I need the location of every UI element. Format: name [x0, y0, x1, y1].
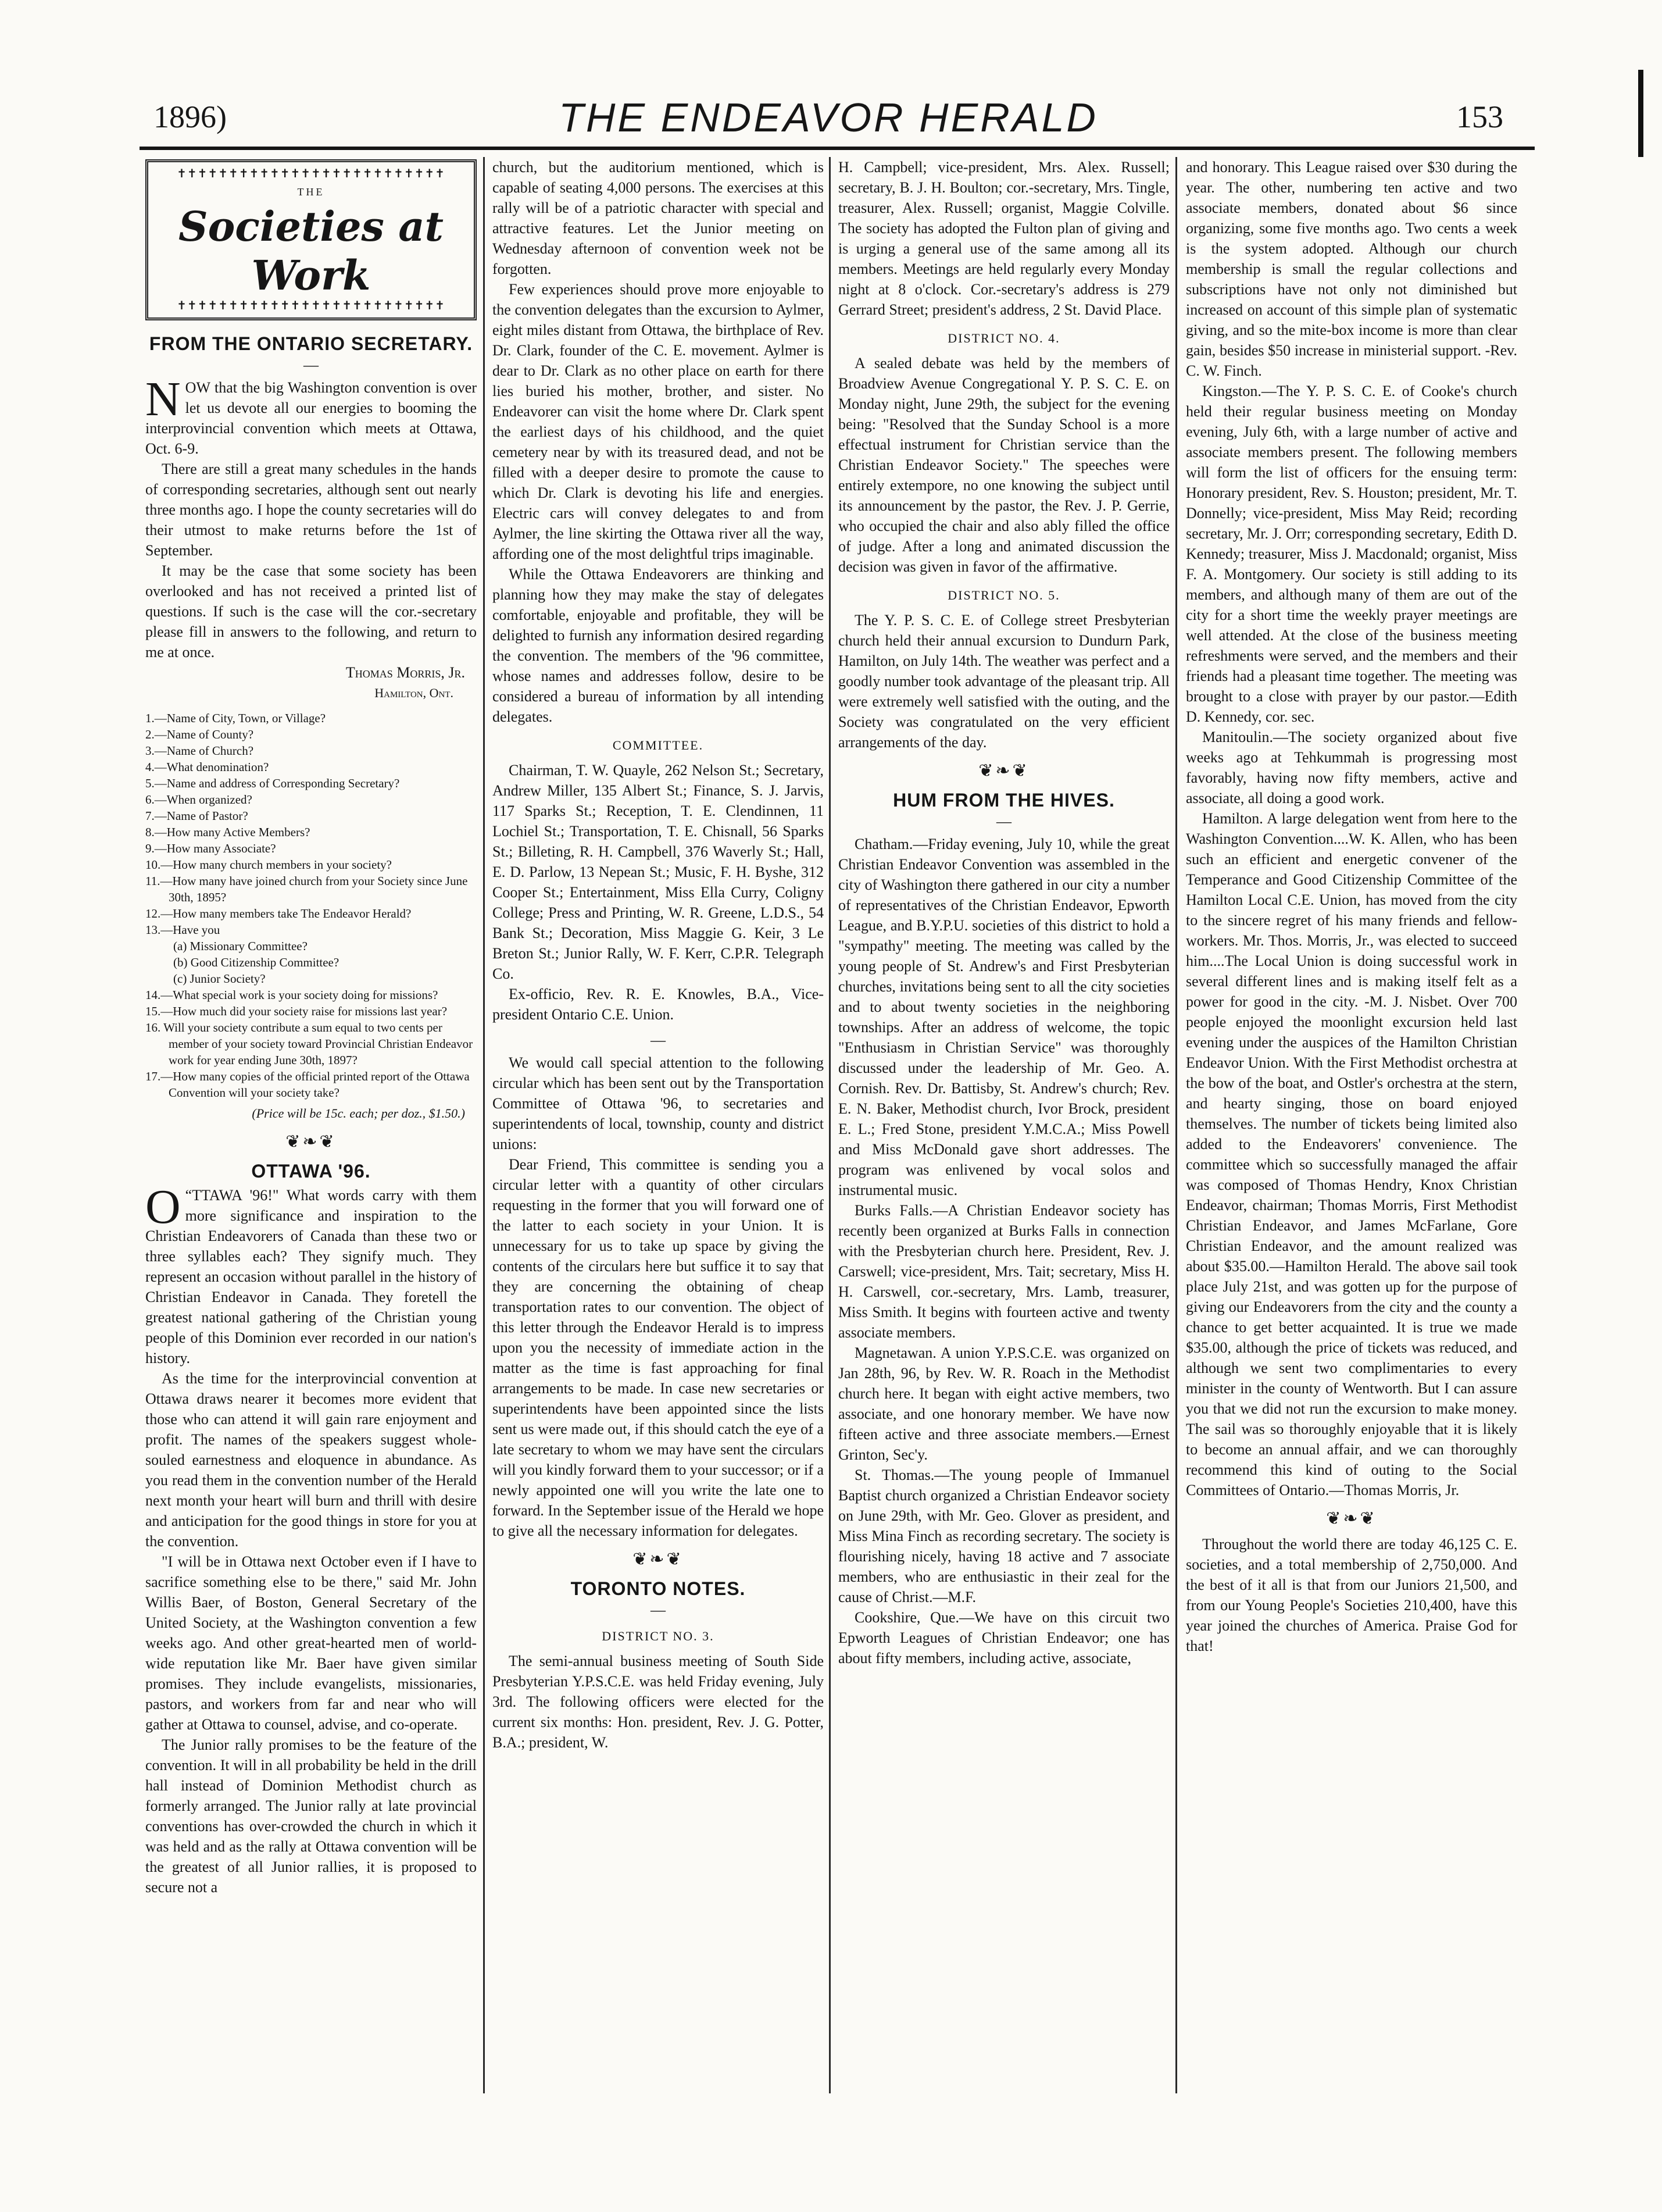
heading-ontario-secretary: FROM THE ONTARIO SECRETARY.	[149, 333, 473, 354]
paragraph-text: OW that the big Washington convention is over let us devote all our energies to booming the interprovincial convention which meets at Ottawa, Oct. 6-9.	[145, 379, 477, 457]
signature-name: Thomas Morris, Jr.	[345, 664, 465, 681]
district-heading: DISTRICT NO. 3.	[602, 1629, 714, 1643]
paragraph: The Junior rally promises to be the feature of the convention. It will in all probability be held in the drill hall instead of Dominion Methodist church as formerly arranged. The Junior rally at late provincial conventions has over-crowded the church in which it was held and as the rally at Ottawa convention will be the greatest of all Junior rallies, it is proposed to secure not a	[145, 1736, 477, 1896]
question-item: 3.—Name of Church?	[145, 744, 254, 758]
paragraph: A sealed debate was held by the members of Broadview Avenue Congregational Y. P. S. C. E. on Monday night, June 29th, the subject for the evening being: "Resolved that the Sunday School is a more effectual instrument for Christian service than the Christian Endeavor Society." The speeches were entirely extempore, no one knowing the subject until its announcement by the pastor, the Rev. J. P. Gerrie, who occupied the chair and also ably filled the office of judge. After a long and animated discussion the decision was given in favor of the affirmative.	[838, 355, 1170, 575]
header-rule	[140, 147, 1535, 150]
question-item: 7.—Name of Pastor?	[145, 809, 248, 823]
heading-dash: —	[303, 356, 319, 373]
paragraph: It may be the case that some society has been overlooked and has not received a printed list of questions. If such is the case will the cor.-secretary please fill in answers to the following, and return to me at once.	[145, 562, 477, 661]
column-divider	[1175, 157, 1177, 2093]
paragraph	[145, 1180, 477, 1368]
signature-place: Hamilton, Ont.	[374, 686, 453, 700]
heading-toronto-notes: TORONTO NOTES.	[570, 1578, 746, 1599]
question-item: 15.—How much did your society raise for missions last year?	[145, 1004, 448, 1018]
paragraph: "I will be in Ottawa next October even if I have to sacrifice something else to be there," said Mr. John Willis Baer, of Boston, General Secretary of the United Society, at the Washington convention a few weeks ago. And other great-hearted men of world-wide reputation like Mr. Baer have given similar promises. They include evangelists, missionaries, pastors, and workers from far and near who will gather at Ottawa to counsel, advise, and co-operate.	[145, 1553, 477, 1733]
column-4	[1186, 157, 1517, 2111]
question-subitem: (b) Good Citizenship Committee?	[173, 955, 339, 969]
drop-cap: N	[145, 372, 181, 426]
column-1	[145, 157, 477, 2111]
paragraph: Hamilton. A large delegation went from here to the Washington Convention....W. K. Allen, who has been such an efficient and energetic convener of the Temperance and Good Citizenship Committee of the Hamilton Local C.E. Union, has moved from the city to the sincere regret of his many friends and fellow-workers. Mr. Thos. Morris, Jr., was elected to succeed him....The Local Union is doing successful work in several different lines and is making itself felt as a power for good in the city. -M. J. Nisbet. Over 700 people enjoyed the moonlight excursion held last evening under the auspices of the Hamilton Christian Endeavor Union. With the First Methodist orchestra at the bow of the boat, and Ostler's orchestra at the stern, and hearty singing, those on board enjoyed themselves. The number of tickets being limited also added to the Endeavorers' convenience. The committee which so successfully managed the affair was composed of Thomas Hendry, Knox Christian Endeavor, chairman; Thomas Morris, First Methodist Christian Endeavor, and James McFarlane, Gore Christian Endeavor, and the amount realized was about $35.00.—Hamilton Herald. The above sail took place July 21st, and was gotten up for the purpose of giving our Endeavorers from the city and the county a chance to get better acquainted. It is true we made $35.00, although the price of tickets was reduced, and although we sent two complimentaries to every minister in the county of Wentworth. But I can assure you that we did not run the excursion to make money. The sail was so thoroughly enjoyable that it is likely to become an annual affair, and we can thoroughly recommend this kind of outing to the Social Committees of Ontario.—Thomas Morris, Jr.	[1186, 810, 1517, 1499]
question-item: 1.—Name of City, Town, or Village?	[145, 711, 326, 725]
paragraph: Burks Falls.—A Christian Endeavor society has recently been organized at Burks Falls in connection with the Presbyterian church here. President, Rev. J. Carswell; vice-president, Mrs. Tait; secretary, Miss H. H. Carswell, cor.-secretary, Mrs. Lamb, treasurer, Miss Smith. It begins with fourteen active and twenty associate members.	[838, 1202, 1170, 1341]
question-list	[145, 710, 477, 1101]
open-quote: “	[185, 1187, 192, 1204]
circular-letter: Dear Friend, This committee is sending you a circular letter with a quantity of other circulars requesting in the former that you will forward one of the latter to each society in your Union. It is unnecessary for us to take up space by giving the contents of the circulars here but suffice it to say that they are concerning the obtaining of cheap transportation rates to our convention. The object of this letter through the Endeavor Herald is to impress upon you the necessity of immediate action in the matter as the time is fast approaching for final arrangements to be made. In case new secretaries or superintendents have been appointed since the lists sent us were made out, if this should catch the eye of a late secretary to whom we may have sent the circulars will you kindly forward them to your successor; or if a newly appointed one will you write the late one to forward. In the September issue of the Herald we hope to give all the necessary information for delegates.	[492, 1156, 824, 1539]
question-item: 9.—How many Associate?	[145, 841, 276, 855]
question-item: 10.—How many church members in your society?	[145, 858, 392, 872]
page-header	[140, 87, 1517, 140]
header-title: THE ENDEAVOR HERALD	[559, 95, 1098, 140]
district-heading: DISTRICT NO. 4.	[948, 331, 1060, 345]
paragraph: Few experiences should prove more enjoyable to the convention delegates than the excursion to Aylmer, eight miles distant from Ottawa, the birthplace of Rev. Dr. Clark, founder of the C. E. movement. Aylmer is dear to Dr. Clark as no other place on earth for there lies buried his mother, brother, and sister. No Endeavorer can visit the home where Dr. Clark spent the earliest days of his childhood, and the quiet cemetery near by with its treasured dead, and not be filled with a deeper desire to promote the cause to which Dr. Clark is devoting his life and energies. Electric cars will convey delegates to and from Aylmer, the line skirting the Ottawa river all the way, affording one of the most delightful trips imaginable.	[492, 281, 824, 562]
question-item: 11.—How many have joined church from your Society since June 30th, 1895?	[145, 874, 468, 904]
heading-ottawa-96: OTTAWA '96.	[251, 1161, 371, 1182]
question-item: 12.—How many members take The Endeavor Herald?	[145, 907, 412, 921]
paragraph: We would call special attention to the following circular which has been sent out by the Transportation Committee of Ottawa '96, to secretaries and superintendents of local, township, county and district unions:	[492, 1054, 824, 1153]
paragraph: St. Thomas.—The young people of Immanuel Baptist church organized a Christian Endeavor society on June 29th, with Mr. Geo. Glover as president, and Miss Mina Finch as recording secretary. The society is flourishing nicely, having 18 active and 7 associate members, who are enthusiastic in their zeal for the cause of Christ.—M.F.	[838, 1467, 1170, 1606]
paragraph	[145, 372, 477, 459]
question-subitem: (a) Missionary Committee?	[173, 939, 308, 953]
heading-hum-from-the-hives: HUM FROM THE HIVES.	[893, 790, 1115, 811]
question-item: 2.—Name of County?	[145, 727, 254, 741]
column-divider	[829, 157, 831, 2093]
paragraph: Cookshire, Que.—We have on this circuit two Epworth Leagues of Christian Endeavor; one has about fifty members, including active, associate,	[838, 1609, 1170, 1667]
paragraph: Kingston.—The Y. P. S. C. E. of Cooke's church held their regular business meeting on Monday evening, July 6th, with a large number of active and associate members present. The following members will form the list of officers for the ensuing term: Honorary president, Rev. S. Houston; president, Mr. T. Donnelly; vice-president, Miss May Reid; recording secretary, Mr. J. Orr; corresponding secretary, Edith D. Kennedy; treasurer, Miss J. Macdonald; organist, Miss F. A. Montgomery. Our society is still adding to its members, and although many of them are out of the city for a short time the weekly prayer meetings are well attended. At the close of the business meeting refreshments were served, and the members and their friends had a pleasant time together. The meeting was brought to a close with prayer by our pastor.—Edith D. Kennedy, cor. sec.	[1186, 383, 1517, 725]
question-subitem: (c) Junior Society?	[173, 972, 266, 986]
paragraph: Chatham.—Friday evening, July 10, while the great Christian Endeavor Convention was assembled in the city of Washington there gathered in our city a number of representatives of the Christian Endeavor, Epworth League, and B.Y.P.U. societies of this district to hold a "sympathy" meeting. The meeting was called by the young people of St. Andrew's and First Presbyterian churches, invitations being sent to all the city societies and to about twenty societies in the neighboring townships. After an address of welcome, the topic "Enthusiasm in Christian Service" was thoroughly discussed under the leadership of Mr. Geo. A. Cornish. Rev. Dr. Battisby, St. Andrew's church; Rev. E. N. Baker, Methodist church, Ivor Brock, president E. L.; Fred Stone, president Y.M.C.A.; Miss Powell and Miss McDonald gave short addresses. The program was enlivened by vocal solos and instrumental music.	[838, 836, 1170, 1198]
paragraph: and honorary. This League raised over $30 during the year. The other, numbering ten active and two associate members, donated about $6 since organizing, some five months ago. Two cents a week is the system adopted. Although our church membership is small the regular collections and subscriptions have not only not diminished but increased on account of this simple plan of systematic giving, and so the mite-box income is more than clear gain, besides $50 increase in ministerial support. -Rev. C. W. Finch.	[1186, 159, 1517, 379]
question-item: 5.—Name and address of Corresponding Secretary?	[145, 776, 400, 790]
paragraph: church, but the auditorium mentioned, which is capable of seating 4,000 persons. The exercises at this rally will be of a patriotic character with special and attractive features. Let the Junior meeting on Wednesday afternoon of convention week not be forgotten.	[492, 159, 824, 277]
societies-at-work-masthead	[145, 159, 477, 320]
committee-list: Chairman, T. W. Quayle, 262 Nelson St.; Secretary, Andrew Miller, 135 Albert St.; Finance, S. J. Jarvis, 117 Sparks St.; Reception, T. E. Clendinnen, 11 Lochiel St.; Transportation, T. E. Chisnall, 56 Sparks St.; Billeting, R. H. Campbell, 376 Waverly St.; Hall, E. D. Parlow, 13 Nepean St.; Music, F. H. Byshe, 312 Cooper St.; Entertainment, Miss Ella Curry, Coligny College; Press and Printing, W. R. Greene, L.D.S., 54 Bank St.; Decoration, Miss Maggie G. Keir, 3 Le Breton St.; Junior Rally, W. F. Kerr, C.P.R. Telegraph Co.	[492, 762, 824, 982]
paragraph: The Y. P. S. C. E. of College street Presbyterian church held their annual excursion to Dundurn Park, Hamilton, on July 14th. The weather was perfect and a goodly number took advantage of the pleasant trip. All were extremely well satisfied with the outing, and the Society was congratulated on the very efficient arrangements of the day.	[838, 612, 1170, 751]
header-page-number: 153	[1456, 99, 1503, 134]
question-item: 13.—Have you	[145, 923, 220, 937]
masthead-title: Societies at Work	[178, 202, 444, 299]
masthead-border-bottom: ✝✝✝✝✝✝✝✝✝✝✝✝✝✝✝✝✝✝✝✝✝✝✝✝✝✝	[177, 300, 445, 312]
question-item: 17.—How many copies of the official printed report of the Ottawa Convention will your society take?	[145, 1069, 470, 1100]
section-dash: —	[650, 1032, 666, 1048]
ornament-divider: ❦❧❦	[632, 1550, 684, 1569]
masthead-border-top: ✝✝✝✝✝✝✝✝✝✝✝✝✝✝✝✝✝✝✝✝✝✝✝✝✝✝	[177, 168, 445, 180]
paragraph: H. Campbell; vice-president, Mrs. Alex. Russell; secretary, B. J. H. Boulton; cor.-secretary, Mrs. Tingle, treasurer, Alex. Russell; organist, Maggie Colville. The society has adopted the Fulton plan of giving and is urging a general use of the same among all its members. Meetings are held regularly every Monday night at 8 o'clock. Cor.-secretary's address is 279 Gerrard Street; president's address, 2 St. David Place.	[838, 159, 1170, 318]
paragraph-text: TTAWA '96!" What words carry with them more significance and inspiration to the Christian Endeavorers of Canada than these two or three syllables each? They signify much. They represent an occasion without parallel in the history of Christian Endeavor in Canada. They foretell the greatest national gathering of the Christian young people of this Dominion ever recorded in our nation's history.	[145, 1187, 477, 1367]
heading-dash: —	[650, 1601, 666, 1618]
masthead-the: THE	[297, 186, 325, 198]
ex-officio-note: Ex-officio, Rev. R. E. Knowles, B.A., Vice-president Ontario C.E. Union.	[492, 986, 824, 1023]
header-year: 1896)	[153, 99, 227, 134]
paragraph: While the Ottawa Endeavorers are thinking and planning how they may make the stay of delegates comfortable, enjoyable and profitable, they will be delighted to furnish any information desired regarding the convention. The members of the '96 committee, whose names and addresses follow, desire to be considered a bureau of information by all intending delegates.	[492, 566, 824, 725]
paragraph: There are still a great many schedules in the hands of corresponding secretaries, although sent out nearly three months ago. I hope the county secretaries will do their utmost to make returns before the 1st of September.	[145, 461, 477, 559]
drop-cap: O	[145, 1180, 181, 1234]
question-item: 8.—How many Active Members?	[145, 825, 310, 839]
ornament-divider: ❦❧❦	[285, 1132, 337, 1151]
page-edge-mark	[1638, 70, 1643, 157]
column-2	[492, 157, 824, 2111]
question-item: 16. Will your society contribute a sum equal to two cents per member of your society toward Provincial Christian Endeavor work for year ending June 30th, 1897?	[145, 1021, 473, 1067]
heading-dash: —	[996, 813, 1012, 830]
ornament-divider: ❦❧❦	[978, 761, 1030, 780]
question-item: 6.—When organized?	[145, 793, 252, 807]
paragraph: The semi-annual business meeting of South Side Presbyterian Y.P.S.C.E. was held Friday evening, July 3rd. The following officers were elected for the current six months: Hon. president, Rev. J. G. Potter, B.A.; president, W.	[492, 1653, 824, 1751]
district-heading: DISTRICT NO. 5.	[948, 588, 1060, 602]
paragraph: Magnetawan. A union Y.P.S.C.E. was organized on Jan 28th, 96, by Rev. W. R. Roach in the Methodist church here. It began with eight active members, two associate, and one honorary member. We have now fifteen active and three associate members.—Ernest Grinton, Sec'y.	[838, 1344, 1170, 1463]
report-price: (Price will be 15c. each; per doz., $1.50.)	[252, 1106, 465, 1121]
column-3	[838, 157, 1170, 2111]
question-item: 4.—What denomination?	[145, 760, 269, 774]
paragraph: Throughout the world there are today 46,125 C. E. societies, and a total membership of 2,750,000. And the best of it all is that from our Juniors 21,500, and from our Young People's Societies 210,400, have this year joined the churches of America. Praise God for that!	[1186, 1536, 1517, 1654]
column-divider	[483, 157, 485, 2093]
question-item: 14.—What special work is your society doing for missions?	[145, 988, 438, 1002]
heading-committee: COMMITTEE.	[612, 738, 704, 752]
paragraph: Manitoulin.—The society organized about five weeks ago at Tehkummah is progressing most favorably, having now fifty members, active and associate, all doing a good work.	[1186, 729, 1517, 807]
ornament-divider: ❦❧❦	[1326, 1509, 1377, 1528]
paragraph: As the time for the interprovincial convention at Ottawa draws nearer it becomes more evident that those who can attend it will gain rare enjoyment and profit. The names of the speakers suggest whole-souled earnestness and eloquence in abundance. As you read them in the convention number of the Herald next month your heart will burn and thrill with desire and anticipation for the good things in store for you at the convention.	[145, 1370, 477, 1550]
